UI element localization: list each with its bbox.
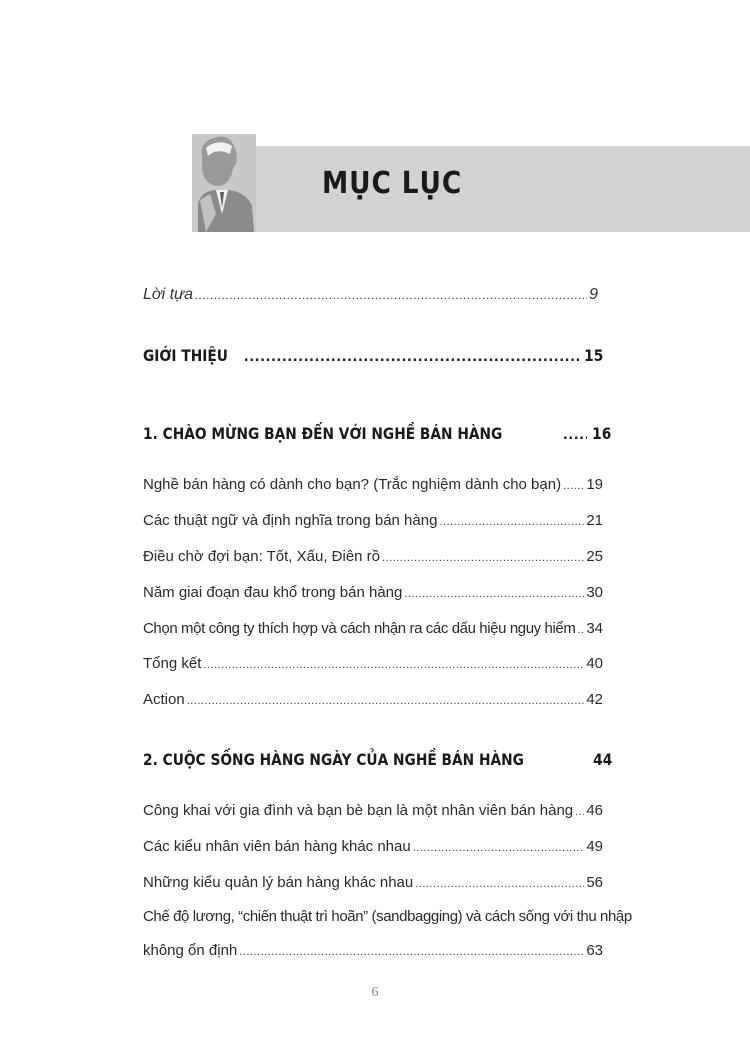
toc-entry-title: Action [143,691,185,708]
dot-leader [563,480,584,492]
toc-intro-title: GIỚI THIỆU [143,346,228,365]
chapter1-title: 1. CHÀO MỪNG BẠN ĐẾN VỚI NGHỀ BÁN HÀNG [143,424,503,443]
toc-entry [143,476,603,493]
toc-entry-title: Năm giai đoạn đau khổ trong bán hàng [143,584,403,601]
toc-entry-title-line1: Chế độ lương, “chiến thuật trì hoãn” (sandbagging) và cách sống với thu nhập [143,908,632,925]
toc-entry [143,691,603,708]
toc-entry-title: Những kiểu quản lý bán hàng khác nhau [143,874,414,891]
toc-entry-page: 21 [586,512,603,529]
toc-entry-page: 63 [586,942,603,959]
toc-entry-page: 19 [586,476,603,493]
dot-leader [382,552,584,564]
dot-leader [404,588,584,600]
page-title: MỤC LỤC [322,166,463,201]
dot-leader [244,350,579,365]
toc-preface-page: 9 [589,286,598,303]
toc-intro-page: 15 [583,346,603,365]
toc-entry [143,548,603,565]
toc-entry-page: 40 [586,655,603,672]
toc-entry-page: 42 [586,691,603,708]
toc-entry [143,838,603,855]
toc-preface [143,286,598,304]
toc-entry [143,802,603,819]
toc-entry [143,620,603,637]
toc-entry [143,874,603,891]
toc-entry-title: Nghề bán hàng có dành cho bạn? (Trắc nghiệm dành cho bạn) [143,476,562,493]
dot-leader [203,659,584,671]
dot-leader [413,842,585,854]
toc-entry-title: Các kiểu nhân viên bán hàng khác nhau [143,838,411,855]
dot-leader [577,624,584,636]
toc-entry-title: Điều chờ đợi bạn: Tốt, Xấu, Điên rồ [143,548,381,565]
toc-entry [143,512,603,529]
chapter1-page: 16 [591,424,611,443]
heading-banner [192,146,750,232]
toc-chapter1 [143,424,611,443]
salesman-silhouette-icon [192,134,256,232]
toc-entry-page: 56 [586,874,603,891]
toc-entry-page: 34 [586,620,603,637]
dot-leader [195,288,587,302]
dot-leader [439,516,584,528]
chapter2-page: 44 [593,750,613,769]
toc-preface-title: Lời tựa [143,286,194,303]
toc-entry-page: 25 [586,548,603,565]
dot-leader [563,428,587,443]
salesman-emblem [192,134,256,232]
toc-entry-title: Các thuật ngữ và định nghĩa trong bán hàng [143,512,438,529]
toc-entry-page: 46 [586,802,603,819]
page-number: 6 [371,985,379,1000]
toc-entry-title: Tổng kết [143,655,202,672]
dot-leader [239,946,584,958]
dot-leader [415,878,584,890]
toc-entry [143,584,603,601]
chapter2-title: 2. CUỘC SỐNG HÀNG NGÀY CỦA NGHỀ BÁN HÀNG [143,750,524,769]
toc-entry-title: Chọn một công ty thích hợp và cách nhận ra các dấu hiệu nguy hiểm [143,620,576,637]
toc-entry-page: 49 [586,838,603,855]
toc-entry-title-line2: không ổn định [143,942,238,959]
toc-chapter2 [143,750,613,769]
toc-entry-page: 30 [586,584,603,601]
toc-entry [143,655,603,672]
toc-entry [143,942,603,959]
toc-entry-title: Công khai với gia đình và bạn bè bạn là một nhân viên bán hàng [143,802,574,819]
toc-intro [143,346,603,365]
dot-leader [187,695,585,707]
dot-leader [575,806,584,818]
